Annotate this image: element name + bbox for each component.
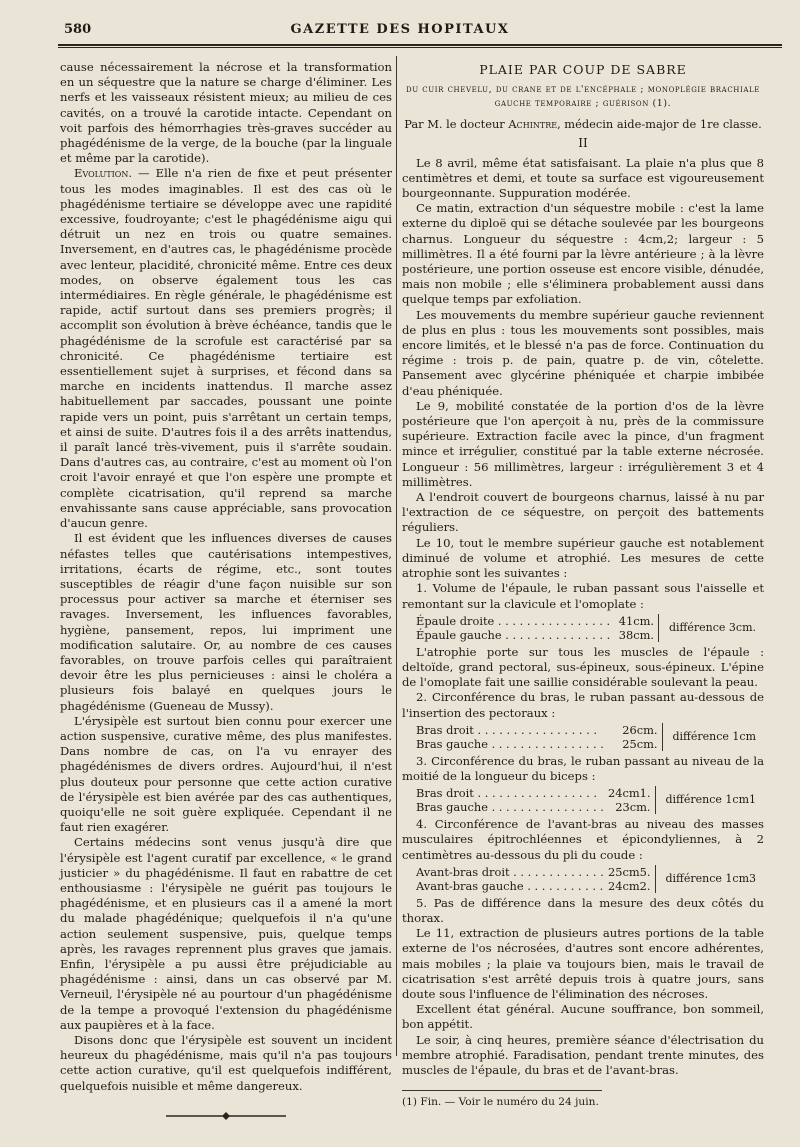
measure-value: 25cm5. xyxy=(607,864,651,879)
byline-suffix: , médecin aide-major de 1re classe. xyxy=(557,117,762,132)
measure-value: 25cm. xyxy=(622,736,658,751)
table-row xyxy=(416,786,756,800)
paragraph: Disons donc que l'érysipèle est souvent un incident heureux du phagédénisme, mais qu'il n'a pas toujours cette action curative, qu'il est quelquefois indifférent, quelquefois nuisible et même dangereux. xyxy=(60,1033,392,1093)
measure-difference: différence 1cm3 xyxy=(655,865,756,893)
right-column xyxy=(402,60,764,1110)
article-title: PLAIE PAR COUP DE SABRE xyxy=(479,62,687,77)
byline-prefix: Par M. le docteur xyxy=(404,117,509,132)
paragraph: Certains médecins sont venus jusqu'à dire que l'érysipèle est l'agent curatif par excellence, « le grand justicier » du phagédénisme. Il faut en rabattre de cet enthousiasme : l'érysipèle ne guérit pas toujours le phagédénisme, et en plusieurs cas il a amené la mort du malade phagédénique; quelquefois il n'a qu'une action seulement suspensive, puis, quelque temps après, les ravages reprennent plus graves que jamais. Enfin, l'érysipèle a pu aussi être préjudiciable au phagédénisme : ainsi, dans un cas observé par M. Verneuil, l'érysipèle né au pourtour d'un phagédénisme de la tempe a provoqué l'extension du phagédénisme aux paupières et à la face. xyxy=(60,835,392,1032)
paragraph: L'érysipèle est surtout bien connu pour exercer une action suspensive, curative même, des plus manifestes. Dans nombre de cas, on l'a vu enrayer des phagédénismes de divers ordres. Aujourd'hui, il n'est plus douteux pour personne que cette action curative de l'érysipèle est bien avérée par des cas authentiques, quoiqu'elle ne soit guère expliquée. Cependant il ne faut rien exagérer. xyxy=(60,713,392,835)
paragraph: 5. Pas de différence dans la mesure des deux côtés du thorax. xyxy=(402,895,764,925)
measure-value: 24cm1. xyxy=(607,786,651,801)
header-rule xyxy=(58,44,782,46)
measure-intro: 4. Circonférence de l'avant-bras au niveau des masses musculaires épitrochléennes et épicondyliennes, à 2 centimètres au-dessous du pli du coude : xyxy=(402,817,764,862)
measure-value: 24cm2. xyxy=(607,878,651,893)
paragraph: Le 11, extraction de plusieurs autres portions de la table externe de l'os nécrosées, d'autres sont encore adhérentes, mais mobiles ; la plaie va toujours bien, mais le travail de cicatrisation s'est arrêté depuis trois à quatre jours, sans doute sous l'influence de l'élimination des nécroses. xyxy=(402,926,764,1001)
article-subtitle: du cuir chevelu, du crane et de l'encéphale ; monoplégie brachiale gauche temporaire ; guérison (1). xyxy=(406,84,760,110)
running-head: GAZETTE DES HOPITAUX xyxy=(290,22,510,37)
measure-intro: 2. Circonférence du bras, le ruban passant au-dessous de l'insertion des pectoraux : xyxy=(402,690,764,720)
measure-label: Bras gauche . . . . . . . . . . . . . . . . xyxy=(416,736,604,751)
paragraph: Les mouvements du membre supérieur gauche reviennent de plus en plus : tous les mouvements sont possibles, mais encore limités, et le blessé n'a pas de force. Continuation du régime : trois p. de pain, quatre p. de vin, côtelette. Pansement avec glycérine phéniquée et charpie imbibée d'eau phéniquée. xyxy=(402,307,764,398)
paragraph: Ce matin, extraction d'un séquestre mobile : c'est la lame externe du diploë qui se détache soulevée par les bourgeons charnus. Longueur du séquestre : 4cm,2; largeur : 5 millimètres. Il a été fourni par la lèvre antérieure ; à la lèvre postérieure, une portion osseuse est encore visible, dénudée, mais non mobile ; elle s'éliminera probablement aussi dans quelque temps par exfoliation. xyxy=(402,201,764,307)
paragraph: Le 8 avril, même état satisfaisant. La plaie n'a plus que 8 centimètres et demi, et toute sa surface est vigoureusement bourgeonnante. Suppuration modérée. xyxy=(402,155,764,201)
table-row xyxy=(416,723,756,737)
left-column xyxy=(60,60,392,1120)
section-number: II xyxy=(578,136,588,151)
measure-label: Avant-bras droit . . . . . . . . . . . . . xyxy=(416,864,604,879)
footnote-rule xyxy=(402,1090,602,1091)
paragraph-text: — Elle n'a rien de fixe et peut présenter tous les modes imaginables. Il est des cas où le phagédénisme tertiaire se développe avec une rapidité excessive, foudroyante; c'est le phagédénisme aigu qui détruit un nez en trois ou quatre semaines. Inversement, en d'autres cas, le phagédénisme procède avec lenteur, placidité, chronicité même. Entre ces deux modes, on observe également tous les cas intermédiaires. En règle générale, le phagédénisme est rapide, actif surtout dans ses premiers progrès; il accomplit son évolution à brève échéance, tandis que le phagédénisme de la scrofule est caractérisé par sa chronicité. Ce phagédénisme tertiaire est essentiellement sujet à surprises, et fécond dans sa marche en incidents inattendus. Il marche assez habituellement par saccades, poussant une pointe rapide vers un point, puis s'arrêtant un certain temps, et ainsi de suite. D'autres fois il a des arrêts inattendus, il paraît lancé très-vivement, puis il s'arrête soudain. Dans d'autres cas, au contraire, c'est au moment où l'on croit l'avoir enrayé et que l'on espère une prompte et complète cicatrisation, qu'il reprend sa marche envahissante sans cause appréciable, sans provocation d'aucun genre. xyxy=(60,166,392,531)
measure-value: 41cm. xyxy=(618,613,654,628)
author-name: Achintre xyxy=(508,117,558,132)
end-ornament xyxy=(166,1112,286,1120)
paragraph: Excellent état général. Aucune souffrance, bon sommeil, bon appétit. xyxy=(402,1002,764,1032)
measure-value: 23cm. xyxy=(615,800,651,815)
measure-table xyxy=(416,723,756,751)
measure-intro: 1. Volume de l'épaule, le ruban passant sous l'aisselle et remontant sur la clavicule et l'omoplate : xyxy=(402,581,764,611)
footnote: (1) Fin. — Voir le numéro du 24 juin. xyxy=(402,1096,599,1109)
paragraph: L'atrophie porte sur tous les muscles de l'épaule : deltoïde, grand pectoral, sus-épineux, sous-épineux. L'épine de l'omoplate fait une saillie considérable soulevant la peau. xyxy=(402,644,764,690)
table-row xyxy=(416,614,756,628)
measure-table xyxy=(416,786,756,814)
measure-difference: différence 3cm. xyxy=(659,614,757,642)
paragraph: Le 10, tout le membre supérieur gauche est notablement diminué de volume et atrophié. Les mesures de cette atrophie sont les suivantes : xyxy=(402,535,764,581)
paragraph: Le 9, mobilité constatée de la portion d'os de la lèvre postérieure que l'on aperçoit à nu, près de la commissure supérieure. Extraction facile avec la pince, d'un fragment mince et irrégulier, constitué par la table externe nécrosée. Longueur : 56 millimètres, largeur : irrégulièrement 3 et 4 millimètres. xyxy=(402,398,764,489)
measure-label: Épaule gauche . . . . . . . . . . . . . . . xyxy=(416,627,611,642)
measure-label: Bras droit . . . . . . . . . . . . . . . . . xyxy=(416,722,597,737)
header-rule-thin xyxy=(58,47,782,48)
measure-difference: différence 1cm1 xyxy=(655,786,756,814)
measure-value: 26cm. xyxy=(622,722,658,737)
measure-label: Avant-bras gauche . . . . . . . . . . . xyxy=(416,878,604,893)
table-row xyxy=(416,865,756,879)
measure-table xyxy=(416,865,756,893)
measure-label: Bras gauche . . . . . . . . . . . . . . . . xyxy=(416,800,604,815)
measure-table xyxy=(416,614,756,642)
paragraph: Il est évident que les influences diverses de causes néfastes telles que cautérisations intempestives, irritations, écarts de régime, etc., sont toutes susceptibles de réagir d'une façon nuisible sur son processus pour activer sa marche et éterniser ses ravages. Inversement, les influences favorables, hygiène, pansement, repos, lui impriment une modification salutaire. Or, au nombre de ces causes favorables, on trouve parfois celles qui paraîtraient devoir être les plus pernicieuses : ainsi le choléra a plusieurs fois balayé en quelques jours le phagédénisme (Gueneau de Mussy). xyxy=(60,531,392,713)
column-divider xyxy=(396,56,397,1056)
section-label: Evolution. xyxy=(74,166,133,181)
measure-label: Épaule droite . . . . . . . . . . . . . . . . xyxy=(416,613,611,628)
measure-intro: 3. Circonférence du bras, le ruban passant au niveau de la moitié de la longueur du biceps : xyxy=(402,753,764,783)
measure-difference: différence 1cm xyxy=(662,723,756,751)
page-number: 580 xyxy=(64,22,92,37)
measure-value: 38cm. xyxy=(618,627,654,642)
paragraph-evolution xyxy=(60,166,392,531)
article-byline xyxy=(402,117,764,132)
paragraph: cause nécessairement la nécrose et la transformation en un séquestre que la nature se charge d'éliminer. Les nerfs et les vaisseaux résistent mieux; au milieu de ces cavités, on a trouvé la carotide intacte. Cependant on voit parfois des hémorrhagies très-graves succéder au phagédénisme de la verge, de la bouche (par la linguale et même par la carotide). xyxy=(60,60,392,166)
paragraph: Le soir, à cinq heures, première séance d'électrisation du membre atrophié. Faradisation, pendant trente minutes, des muscles de l'épaule, du bras et de l'avant-bras. xyxy=(402,1032,764,1077)
measure-label: Bras droit . . . . . . . . . . . . . . . . . xyxy=(416,786,597,801)
paragraph: A l'endroit couvert de bourgeons charnus, laissé à nu par l'extraction de ce séquestre, on perçoit des battements réguliers. xyxy=(402,490,764,535)
